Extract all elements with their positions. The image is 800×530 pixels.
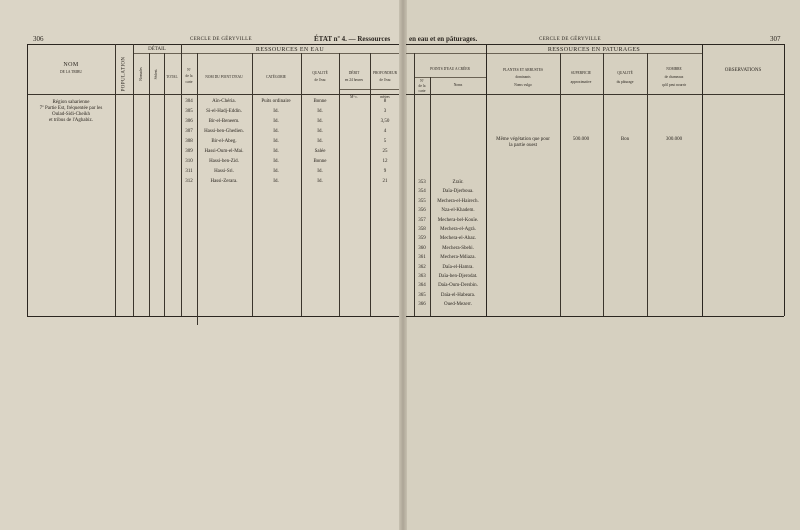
header-no-carte-r-3: carte [418, 89, 426, 93]
col-line [164, 53, 165, 316]
book-gutter [399, 0, 407, 530]
point-no: 356 [418, 208, 426, 214]
eau-subrule-right [406, 53, 486, 54]
wp-quality: Id. [317, 139, 323, 144]
point-no: 353 [418, 180, 426, 185]
header-no-carte-r-1: Nº [420, 79, 424, 83]
wp-no: 312 [185, 179, 193, 184]
wp-no: 304 [185, 99, 193, 104]
header-ressources-eau: RESSOURCES EN EAU [255, 47, 325, 53]
point-name: Mechera-el-Ahaz. [439, 236, 477, 242]
point-no: 364 [418, 283, 426, 289]
wp-name: Hassi-Oum-el-Mai. [204, 149, 244, 154]
header-qualite-2: de l'eau [314, 78, 326, 82]
wp-depth: 21 [382, 179, 388, 184]
header-points-creer: POINTS D'EAU A CRÉER [430, 67, 470, 71]
wp-depth: 25 [382, 149, 388, 154]
col-line [647, 53, 648, 316]
table-top-rule-right [406, 44, 784, 45]
header-profondeur-1: PROFONDEUR [373, 71, 397, 75]
wp-quality: Id. [317, 129, 323, 134]
point-name: Daïa-Djerboua. [442, 189, 474, 195]
header-qualite-pat-2: du pâturage [616, 80, 634, 84]
header-no-carte-1: Nº [187, 68, 191, 72]
header-nom-point: NOM DU POINT D'EAU [205, 75, 243, 79]
col-line [197, 53, 198, 325]
point-no: 362 [418, 264, 426, 270]
wp-quality: Id. [317, 169, 323, 174]
header-sedent: Sédent. [154, 68, 158, 80]
point-name: Zraïr. [452, 180, 464, 185]
header-plantes-3: Noms vulgo [514, 83, 532, 87]
wp-name: Hassi-ben-Ghedien. [204, 129, 244, 134]
wp-category: Id. [273, 169, 279, 174]
point-name: Mechera-Sbehi. [442, 245, 474, 251]
header-population: POPULATION [121, 56, 127, 92]
header-qualite-pat-1: QUALITÉ [617, 71, 633, 75]
wp-no: 308 [185, 139, 193, 144]
header-plantes-1: PLANTES ET ARBUSTES [502, 68, 544, 72]
units-rule [339, 89, 399, 90]
header-superficie-2: approximative [570, 80, 592, 84]
point-name: Mechera-Mdiaza. [440, 255, 476, 261]
point-no: 365 [418, 292, 426, 298]
col-line [370, 53, 371, 316]
wp-depth: 3,50 [380, 119, 390, 124]
header-qualite-1: QUALITÉ [312, 71, 328, 75]
pasture-plants-1: Même végétation que pour [496, 137, 550, 142]
wp-name: Hassi-Zerara. [210, 179, 238, 184]
point-no: 359 [418, 236, 426, 242]
header-nom-sub: DE LA TRIBU [60, 70, 82, 74]
wp-category: Id. [273, 119, 279, 124]
detail-subrule [133, 53, 181, 54]
wp-no: 310 [185, 159, 193, 164]
header-noms: Noms [453, 83, 463, 87]
point-no: 358 [418, 227, 426, 232]
wp-name: Si-el-Hadj-Eddin. [206, 109, 242, 114]
tribe-line-2: 7º Partie Est, fréquentée par les [39, 106, 103, 111]
col-line [339, 53, 340, 316]
wp-quality: Bonne [313, 99, 327, 104]
wp-name: Hassi-Sri. [214, 169, 234, 174]
point-no: 366 [418, 302, 426, 308]
point-no: 361 [418, 255, 426, 261]
col-line [784, 44, 785, 316]
point-name: Mechera-el-Hairech. [437, 198, 479, 204]
col-line [486, 44, 487, 316]
header-total: TOTAL [166, 75, 178, 79]
wp-no: 306 [185, 119, 193, 124]
col-line [414, 53, 415, 316]
wp-category: Id. [273, 139, 279, 144]
points-subrule [414, 77, 486, 78]
table-bottom-rule-left [27, 316, 399, 317]
col-line [603, 53, 604, 316]
wp-name: Bir-el-Beneem. [208, 119, 240, 124]
point-no: 360 [418, 245, 426, 251]
header-rule-left [27, 94, 399, 95]
wp-quality: Salée [314, 149, 326, 154]
header-profondeur-2: de l'eau [379, 78, 391, 82]
header-rule-right [406, 94, 784, 95]
point-name: Daïa-Oum-Dersbin. [438, 283, 478, 289]
point-no: 355 [418, 198, 426, 204]
col-line [560, 53, 561, 316]
point-name: Daïa-el-Hamra. [442, 264, 474, 270]
point-no: 354 [418, 189, 426, 195]
header-no-carte-3: carte [185, 80, 193, 84]
point-name: Mechera-bel-Kouïe. [437, 217, 479, 223]
wp-depth: 4 [383, 129, 387, 134]
table-top-rule-left [27, 44, 399, 45]
col-line [702, 44, 703, 316]
header-ressources-paturages: RESSOURCES EN PATURAGES [547, 47, 641, 53]
point-name: Oued-Mezerr. [444, 302, 472, 308]
col-line [149, 53, 150, 316]
point-name: Daïa-ben-Djerodat. [438, 274, 478, 279]
header-debit-2: en 24 heures [344, 78, 364, 82]
header-superficie-1: SUPERFICIE [570, 71, 592, 75]
point-name: Daïa-el-Habeara. [440, 292, 476, 298]
point-no: 363 [418, 274, 426, 279]
wp-name: Aïn-Chéria. [212, 99, 236, 104]
wp-depth: 8 [383, 99, 387, 104]
point-name: Mechera-el-Agrà. [440, 227, 476, 232]
header-nomades: Nomades [139, 67, 143, 81]
wp-no: 305 [185, 109, 193, 114]
wp-depth: 9 [383, 169, 387, 174]
header-plantes-2: dominants [515, 75, 531, 79]
point-name: Nza-el-Khadem. [441, 208, 475, 214]
tribe-line-4: et tribus de l'Aghabiz. [49, 118, 93, 123]
point-no: 357 [418, 217, 426, 223]
wp-depth: 3 [383, 109, 387, 114]
header-nombre-1: NOMBRE [666, 67, 682, 71]
header-no-carte-r-2: de la [418, 84, 426, 88]
col-line [301, 53, 302, 316]
header-nom: NOM [63, 62, 79, 68]
wp-category: Puits ordinaire [261, 99, 291, 104]
right-page-number: 307 [770, 35, 781, 43]
wp-quality: Id. [317, 179, 323, 184]
wp-category: Id. [273, 109, 279, 114]
left-page-number: 306 [33, 35, 44, 43]
eau-subrule-left [181, 53, 399, 54]
wp-quality: Bonne [313, 159, 327, 164]
header-detail: DÉTAIL [148, 47, 166, 52]
pasture-quality: Bon [620, 137, 630, 142]
col-line [430, 77, 431, 316]
header-no-carte-2: de la [185, 74, 193, 78]
header-observations: OBSERVATIONS [724, 68, 762, 73]
header-unit-metres: mètres [380, 95, 390, 99]
wp-no: 311 [185, 169, 193, 174]
pasture-camels: 300.000 [665, 137, 683, 142]
wp-name: Hassi-ben-Zid. [209, 159, 239, 164]
wp-quality: Id. [317, 109, 323, 114]
header-nombre-2: de chameaux [664, 75, 684, 79]
col-line [133, 44, 134, 316]
wp-name: Bir-el-Abeg. [211, 139, 237, 144]
header-unit-m3: M³ c. [350, 95, 358, 99]
wp-category: Id. [273, 159, 279, 164]
title-right-part: en eau et en pâturages. [409, 35, 478, 43]
header-categorie: CATÉGORIE [266, 75, 286, 79]
header-debit-1: DÉBIT [348, 71, 360, 75]
col-line [27, 44, 28, 316]
wp-category: Id. [273, 129, 279, 134]
pasture-plants-2: la partie ouest [508, 143, 538, 148]
wp-no: 307 [185, 129, 193, 134]
paturage-subrule [486, 53, 702, 54]
wp-depth: 5 [383, 139, 387, 144]
col-line [181, 44, 182, 316]
pasture-area: 500.000 [572, 137, 590, 142]
col-line [252, 53, 253, 316]
left-running-head: CERCLE DE GÉRYVILLE [190, 37, 252, 42]
table-bottom-rule-right [406, 316, 784, 317]
tribe-line-1: Région saharienne [52, 100, 90, 105]
wp-depth: 12 [382, 159, 388, 164]
col-line [115, 44, 116, 316]
wp-no: 309 [185, 149, 193, 154]
wp-category: Id. [273, 179, 279, 184]
header-nombre-3: qu'il peut nourrir [661, 83, 687, 87]
tribe-line-3: Oulad-Sidi-Cheikh [51, 112, 91, 117]
right-running-head: CERCLE DE GÉRYVILLE [539, 37, 601, 42]
title-left-part: ÉTAT nº 4. — Ressources [314, 35, 391, 43]
wp-category: Id. [273, 149, 279, 154]
wp-quality: Id. [317, 119, 323, 124]
